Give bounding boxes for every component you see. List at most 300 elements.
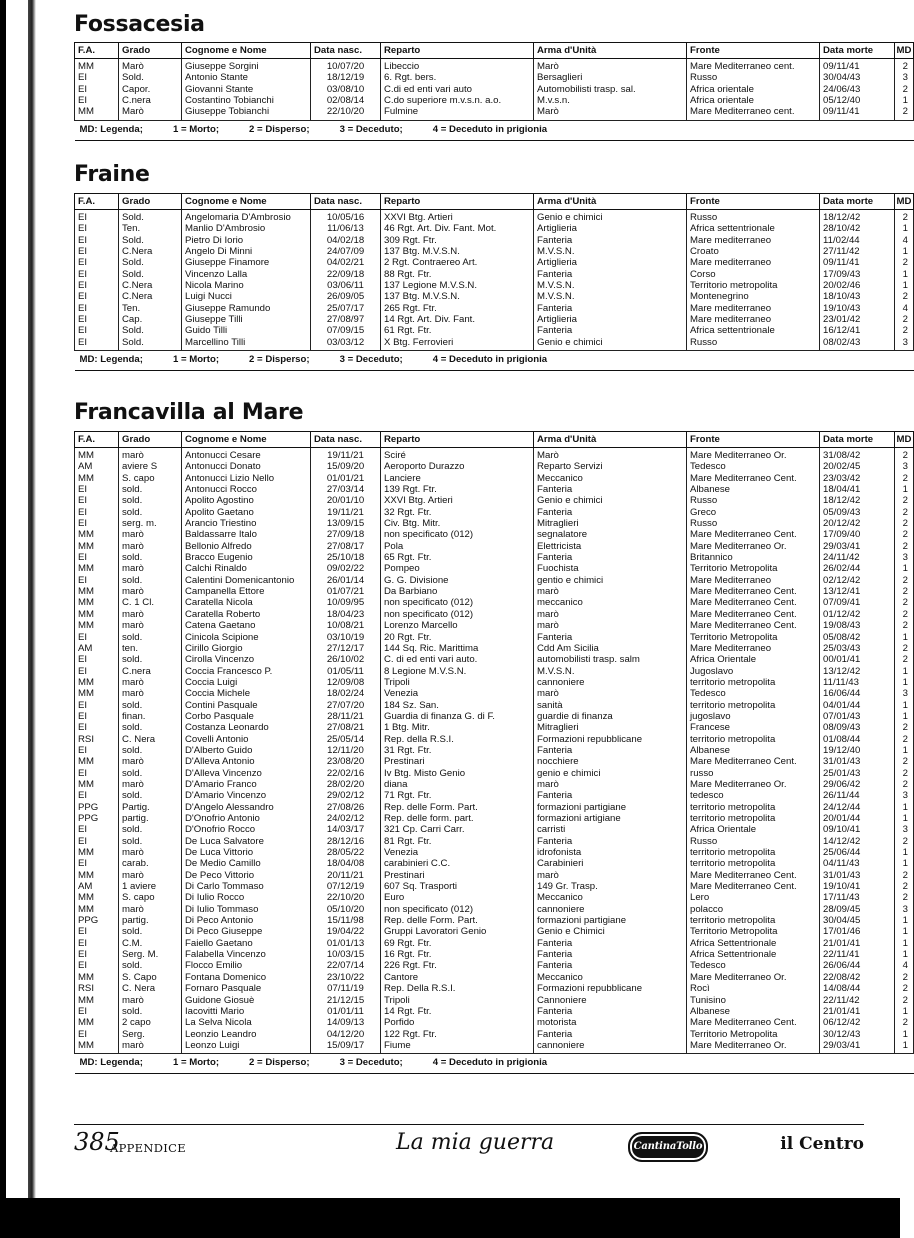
cell-arma: cannoniere xyxy=(534,904,687,915)
cell-data-nasc: 15/09/20 xyxy=(311,461,381,472)
cell-fronte: Territorio Metropolita xyxy=(687,632,820,643)
table-row xyxy=(75,84,914,95)
cell-fa: MM xyxy=(75,1040,119,1054)
cell-fa: EI xyxy=(75,790,119,801)
header-row xyxy=(75,43,914,59)
cell-data-nasc: 15/11/98 xyxy=(311,915,381,926)
cell-grado: sold. xyxy=(119,507,182,518)
cell-fa: EI xyxy=(75,303,119,314)
header-data-nasc: Data nasc. xyxy=(311,432,381,448)
cell-fa: MM xyxy=(75,106,119,120)
table-row xyxy=(75,325,914,336)
cell-data-nasc: 27/07/20 xyxy=(311,700,381,711)
table-row xyxy=(75,246,914,257)
cell-fa: EI xyxy=(75,552,119,563)
cell-reparto: Tripoli xyxy=(381,677,534,688)
cell-arma: Fanteria xyxy=(534,1006,687,1017)
cell-grado: sold. xyxy=(119,654,182,665)
legend-item: 1 = Morto; xyxy=(172,1057,220,1069)
cell-arma: Genio e chimici xyxy=(534,337,687,351)
header-arma: Arma d'Unità xyxy=(534,43,687,59)
cell-nome: Contini Pasquale xyxy=(182,700,311,711)
cell-fronte: jugoslavo xyxy=(687,711,820,722)
cell-data-nasc: 19/04/22 xyxy=(311,926,381,937)
cell-arma: marò xyxy=(534,609,687,620)
cell-nome: Coccia Michele xyxy=(182,688,311,699)
cell-data-morte: 28/10/42 xyxy=(820,223,895,234)
header-nome: Cognome e Nome xyxy=(182,194,311,210)
cell-nome: Faiello Gaetano xyxy=(182,938,311,949)
cell-data-morte: 13/12/42 xyxy=(820,666,895,677)
cell-nome: Giuseppe Tobianchi xyxy=(182,106,311,120)
cell-reparto: 607 Sq. Trasporti xyxy=(381,881,534,892)
legend xyxy=(75,120,914,140)
cell-data-nasc: 25/05/14 xyxy=(311,734,381,745)
cell-fronte: Mare Mediterraneo cent. xyxy=(687,106,820,120)
cell-fa: EI xyxy=(75,210,119,224)
cell-reparto: 65 Rgt. Ftr. xyxy=(381,552,534,563)
cell-reparto: 137 Legione M.V.S.N. xyxy=(381,280,534,291)
header-fronte: Fronte xyxy=(687,194,820,210)
cell-grado: marò xyxy=(119,586,182,597)
cell-data-nasc: 22/10/20 xyxy=(311,892,381,903)
cell-fa: EI xyxy=(75,518,119,529)
cell-reparto: 61 Rgt. Ftr. xyxy=(381,325,534,336)
cell-fronte: Mare Mediterraneo Cent. xyxy=(687,1017,820,1028)
table-row xyxy=(75,960,914,971)
cell-grado: marò xyxy=(119,529,182,540)
cell-nome: La Selva Nicola xyxy=(182,1017,311,1028)
cell-reparto: non specificato (012) xyxy=(381,597,534,608)
cell-grado: Ten. xyxy=(119,303,182,314)
cell-grado: C. Nera xyxy=(119,734,182,745)
cell-grado: sold. xyxy=(119,700,182,711)
legend-title: MD: Legenda; xyxy=(79,123,143,135)
legend-item: 2 = Disperso; xyxy=(249,1057,310,1069)
cell-md: 2 xyxy=(895,722,914,733)
cell-fa: EI xyxy=(75,507,119,518)
cell-reparto: 14 Rgt. Art. Div. Fant. xyxy=(381,314,534,325)
cell-md: 1 xyxy=(895,949,914,960)
cell-fa: MM xyxy=(75,597,119,608)
cell-grado: C. 1 Cl. xyxy=(119,597,182,608)
cell-data-morte: 26/02/44 xyxy=(820,563,895,574)
table-row xyxy=(75,95,914,106)
cell-arma: Automobilisti trasp. sal. xyxy=(534,84,687,95)
cell-nome: Apolito Agostino xyxy=(182,495,311,506)
cell-data-nasc: 03/10/19 xyxy=(311,632,381,643)
table-row xyxy=(75,949,914,960)
cell-fa: MM xyxy=(75,688,119,699)
cell-fronte: Albanese xyxy=(687,1006,820,1017)
cell-arma: Meccanico xyxy=(534,972,687,983)
table-row xyxy=(75,484,914,495)
cell-fronte: polacco xyxy=(687,904,820,915)
cell-reparto: 14 Rgt. Ftr. xyxy=(381,1006,534,1017)
cell-data-morte: 31/08/42 xyxy=(820,448,895,462)
cell-data-morte: 18/10/43 xyxy=(820,291,895,302)
cell-data-morte: 29/03/41 xyxy=(820,541,895,552)
cell-reparto: 2 Rgt. Contraereo Art. xyxy=(381,257,534,268)
cell-fronte: Africa settentrionale xyxy=(687,325,820,336)
cell-grado: Sold. xyxy=(119,269,182,280)
cell-fronte: Mare Mediterraneo Cent. xyxy=(687,756,820,767)
cell-data-nasc: 25/10/18 xyxy=(311,552,381,563)
cell-md: 2 xyxy=(895,870,914,881)
cell-grado: sold. xyxy=(119,745,182,756)
cell-reparto: Aeroporto Durazzo xyxy=(381,461,534,472)
cell-data-morte: 30/04/45 xyxy=(820,915,895,926)
cell-fronte: Russo xyxy=(687,72,820,83)
legend-item: 2 = Disperso; xyxy=(249,123,310,135)
legend xyxy=(75,351,914,371)
cell-data-nasc: 28/12/16 xyxy=(311,836,381,847)
cell-reparto: C. di ed enti vari auto. xyxy=(381,654,534,665)
cell-md: 2 xyxy=(895,507,914,518)
cell-fronte: Mare Mediterraneo Or. xyxy=(687,779,820,790)
cell-fa: EI xyxy=(75,960,119,971)
cell-reparto: 184 Sz. San. xyxy=(381,700,534,711)
cell-data-nasc: 27/08/26 xyxy=(311,802,381,813)
cell-reparto: 8 Legione M.V.S.N. xyxy=(381,666,534,677)
cell-fronte: Mare mediterraneo xyxy=(687,303,820,314)
table-row xyxy=(75,745,914,756)
cell-reparto: diana xyxy=(381,779,534,790)
cell-grado: sold. xyxy=(119,484,182,495)
cell-md: 2 xyxy=(895,779,914,790)
cell-md: 1 xyxy=(895,280,914,291)
cell-data-morte: 19/12/40 xyxy=(820,745,895,756)
cell-data-nasc: 03/03/12 xyxy=(311,337,381,351)
cell-fronte: Russo xyxy=(687,495,820,506)
cell-reparto: G. G. Divisione xyxy=(381,575,534,586)
cell-data-morte: 29/03/41 xyxy=(820,1040,895,1054)
cell-grado: marò xyxy=(119,688,182,699)
cell-nome: Manlio D'Ambrosio xyxy=(182,223,311,234)
cell-fronte: Mare Mediterraneo Or. xyxy=(687,1040,820,1054)
cell-fronte: Russo xyxy=(687,337,820,351)
cell-nome: Calentini Domenicantonio xyxy=(182,575,311,586)
cell-arma: Fanteria xyxy=(534,325,687,336)
table-fossacesia xyxy=(74,42,914,141)
cell-grado: marò xyxy=(119,1040,182,1054)
table-row xyxy=(75,700,914,711)
cell-data-morte: 31/01/43 xyxy=(820,870,895,881)
cell-md: 3 xyxy=(895,72,914,83)
cell-arma: Fanteria xyxy=(534,836,687,847)
cell-data-nasc: 22/02/16 xyxy=(311,768,381,779)
cell-reparto: 265 Rgt. Ftr. xyxy=(381,303,534,314)
cell-nome: D'Angelo Alessandro xyxy=(182,802,311,813)
cell-data-morte: 04/11/43 xyxy=(820,858,895,869)
cell-md: 2 xyxy=(895,448,914,462)
cell-md: 1 xyxy=(895,632,914,643)
cell-reparto: Cantore xyxy=(381,972,534,983)
legend-item: 4 = Deceduto in prigionia xyxy=(432,123,548,135)
cell-nome: Di Iulio Tommaso xyxy=(182,904,311,915)
cell-data-nasc: 27/09/18 xyxy=(311,529,381,540)
cell-arma: M.V.S.N. xyxy=(534,246,687,257)
cell-data-morte: 01/12/42 xyxy=(820,609,895,620)
header-arma: Arma d'Unità xyxy=(534,432,687,448)
cell-data-nasc: 02/08/14 xyxy=(311,95,381,106)
table-row xyxy=(75,836,914,847)
cell-data-nasc: 19/11/21 xyxy=(311,448,381,462)
header-reparto: Reparto xyxy=(381,194,534,210)
cell-arma: Genio e chimici xyxy=(534,210,687,224)
header-grado: Grado xyxy=(119,194,182,210)
cell-data-morte: 08/02/43 xyxy=(820,337,895,351)
cell-data-morte: 30/04/43 xyxy=(820,72,895,83)
cell-reparto: Libeccio xyxy=(381,59,534,73)
cell-md: 2 xyxy=(895,995,914,1006)
cell-fronte: territorio metropolita xyxy=(687,802,820,813)
cell-reparto: 71 Rgt. Ftr. xyxy=(381,790,534,801)
table-row xyxy=(75,1029,914,1040)
cell-reparto: 69 Rgt. Ftr. xyxy=(381,938,534,949)
cell-reparto: 1 Btg. Mitr. xyxy=(381,722,534,733)
cell-data-morte: 01/08/44 xyxy=(820,734,895,745)
cell-fa: MM xyxy=(75,59,119,73)
cell-data-morte: 17/09/40 xyxy=(820,529,895,540)
legend-row xyxy=(75,1054,914,1074)
legend-item: 2 = Disperso; xyxy=(249,354,310,366)
cell-grado: Serg. M. xyxy=(119,949,182,960)
cell-nome: Guidone Giosuè xyxy=(182,995,311,1006)
cell-md: 1 xyxy=(895,700,914,711)
table-row xyxy=(75,291,914,302)
legend-item: 3 = Deceduto; xyxy=(339,354,403,366)
cell-nome: Antonucci Lizio Nello xyxy=(182,473,311,484)
section-title-fraine: Fraine xyxy=(74,162,150,187)
cell-nome: Antonucci Cesare xyxy=(182,448,311,462)
cell-arma: Fanteria xyxy=(534,1029,687,1040)
cell-fa: EI xyxy=(75,337,119,351)
cell-grado: sold. xyxy=(119,960,182,971)
cell-fronte: Tedesco xyxy=(687,688,820,699)
cell-fa: MM xyxy=(75,586,119,597)
table-row xyxy=(75,448,914,462)
cell-arma: Fanteria xyxy=(534,269,687,280)
cell-data-nasc: 01/01/21 xyxy=(311,473,381,484)
cell-grado: sold. xyxy=(119,768,182,779)
cell-fa: MM xyxy=(75,529,119,540)
header-fa: F.A. xyxy=(75,194,119,210)
cell-fa: AM xyxy=(75,643,119,654)
cell-data-morte: 21/01/41 xyxy=(820,938,895,949)
cell-data-morte: 11/02/44 xyxy=(820,235,895,246)
cell-fa: MM xyxy=(75,904,119,915)
cell-grado: sold. xyxy=(119,824,182,835)
cell-nome: Di Iulio Rocco xyxy=(182,892,311,903)
cell-reparto: carabinieri C.C. xyxy=(381,858,534,869)
cell-grado: marò xyxy=(119,609,182,620)
cell-arma: Fanteria xyxy=(534,938,687,949)
cell-md: 3 xyxy=(895,461,914,472)
cell-fronte: Mare Mediterraneo Cent. xyxy=(687,881,820,892)
cell-fronte: Africa Orientale xyxy=(687,654,820,665)
cell-data-morte: 21/01/41 xyxy=(820,1006,895,1017)
table-row xyxy=(75,654,914,665)
cell-md: 1 xyxy=(895,745,914,756)
cell-fa: MM xyxy=(75,1017,119,1028)
cell-arma: Meccanico xyxy=(534,892,687,903)
table-row xyxy=(75,915,914,926)
cell-data-morte: 23/03/42 xyxy=(820,473,895,484)
cell-grado: sold. xyxy=(119,575,182,586)
cell-fa: MM xyxy=(75,847,119,858)
cell-fronte: territorio metropolita xyxy=(687,677,820,688)
cell-data-nasc: 22/09/18 xyxy=(311,269,381,280)
table-row xyxy=(75,597,914,608)
cell-fronte: russo xyxy=(687,768,820,779)
cell-md: 2 xyxy=(895,257,914,268)
cell-md: 2 xyxy=(895,529,914,540)
table-row xyxy=(75,541,914,552)
cell-fronte: Africa Orientale xyxy=(687,824,820,835)
cell-fa: EI xyxy=(75,495,119,506)
cell-data-nasc: 04/12/20 xyxy=(311,1029,381,1040)
cell-data-morte: 18/12/42 xyxy=(820,210,895,224)
cell-reparto: XXVI Btg. Artieri xyxy=(381,495,534,506)
cell-nome: Di Peco Antonio xyxy=(182,915,311,926)
cell-fronte: Tedesco xyxy=(687,960,820,971)
cell-arma: Fanteria xyxy=(534,949,687,960)
cell-nome: Di Carlo Tommaso xyxy=(182,881,311,892)
cell-md: 2 xyxy=(895,1017,914,1028)
cell-fa: MM xyxy=(75,448,119,462)
cell-arma: Mitraglieri xyxy=(534,518,687,529)
table-row xyxy=(75,72,914,83)
cell-fa: AM xyxy=(75,881,119,892)
page-number: 385 xyxy=(74,1128,120,1156)
cell-md: 2 xyxy=(895,654,914,665)
header-fa: F.A. xyxy=(75,43,119,59)
cell-fronte: Mare Mediterraneo Cent. xyxy=(687,473,820,484)
cell-arma: Fanteria xyxy=(534,484,687,495)
cell-arma: Fanteria xyxy=(534,507,687,518)
cell-grado: C.Nera xyxy=(119,246,182,257)
cell-data-nasc: 05/10/20 xyxy=(311,904,381,915)
table-row xyxy=(75,983,914,994)
cell-fa: EI xyxy=(75,1006,119,1017)
table-row xyxy=(75,677,914,688)
bottom-scan-band xyxy=(0,1198,900,1238)
cell-reparto: 32 Rgt. Ftr. xyxy=(381,507,534,518)
cell-reparto: Tripoli xyxy=(381,995,534,1006)
cell-grado: Capor. xyxy=(119,84,182,95)
cell-nome: De Luca Vittorio xyxy=(182,847,311,858)
cell-data-nasc: 04/02/21 xyxy=(311,257,381,268)
cell-reparto: Pola xyxy=(381,541,534,552)
cell-grado: serg. m. xyxy=(119,518,182,529)
cell-data-morte: 19/10/41 xyxy=(820,881,895,892)
cell-data-morte: 25/01/43 xyxy=(820,768,895,779)
cell-grado: Sold. xyxy=(119,337,182,351)
cell-grado: marò xyxy=(119,870,182,881)
cell-arma: formazioni partigiane xyxy=(534,915,687,926)
cell-md: 1 xyxy=(895,858,914,869)
cell-arma: carristi xyxy=(534,824,687,835)
cell-arma: Formazioni repubblicane xyxy=(534,983,687,994)
header-data-nasc: Data nasc. xyxy=(311,43,381,59)
cell-data-nasc: 18/02/24 xyxy=(311,688,381,699)
cell-data-nasc: 28/11/21 xyxy=(311,711,381,722)
cell-fa: EI xyxy=(75,72,119,83)
cell-data-nasc: 26/01/14 xyxy=(311,575,381,586)
cell-reparto: Prestinari xyxy=(381,870,534,881)
cell-md: 2 xyxy=(895,620,914,631)
cell-fa: EI xyxy=(75,484,119,495)
table-row xyxy=(75,337,914,351)
table-row xyxy=(75,552,914,563)
cell-data-morte: 17/09/43 xyxy=(820,269,895,280)
cell-md: 2 xyxy=(895,291,914,302)
cell-nome: D'Amario Franco xyxy=(182,779,311,790)
cell-fa: MM xyxy=(75,609,119,620)
section-title-fossacesia: Fossacesia xyxy=(74,12,205,37)
cell-arma: genio e chimici xyxy=(534,768,687,779)
cell-arma: cannoniere xyxy=(534,677,687,688)
table-row xyxy=(75,495,914,506)
cell-grado: S. capo xyxy=(119,473,182,484)
header-nome: Cognome e Nome xyxy=(182,432,311,448)
cell-data-morte: 08/09/43 xyxy=(820,722,895,733)
cell-grado: Sold. xyxy=(119,210,182,224)
header-nome: Cognome e Nome xyxy=(182,43,311,59)
table-row xyxy=(75,847,914,858)
cell-data-morte: 16/06/44 xyxy=(820,688,895,699)
cell-reparto: Rep. Della R.S.I. xyxy=(381,983,534,994)
cell-nome: D'Alleva Vincenzo xyxy=(182,768,311,779)
cell-arma: Fanteria xyxy=(534,235,687,246)
cell-data-morte: 17/01/46 xyxy=(820,926,895,937)
cell-grado: C.nera xyxy=(119,666,182,677)
cell-fa: PPG xyxy=(75,915,119,926)
table-row xyxy=(75,643,914,654)
cell-data-nasc: 03/06/11 xyxy=(311,280,381,291)
cell-data-morte: 00/01/41 xyxy=(820,654,895,665)
cell-grado: C. Nera xyxy=(119,983,182,994)
cell-data-morte: 26/11/44 xyxy=(820,790,895,801)
table-row xyxy=(75,756,914,767)
cell-md: 1 xyxy=(895,677,914,688)
cell-md: 2 xyxy=(895,983,914,994)
cell-fronte: Tunisino xyxy=(687,995,820,1006)
cell-fa: EI xyxy=(75,291,119,302)
cell-nome: Calchi Rinaldo xyxy=(182,563,311,574)
cell-arma: Cannoniere xyxy=(534,995,687,1006)
cell-fa: EI xyxy=(75,926,119,937)
cell-nome: Corbo Pasquale xyxy=(182,711,311,722)
table-row xyxy=(75,106,914,120)
cell-md: 2 xyxy=(895,59,914,73)
cell-arma: marò xyxy=(534,620,687,631)
cell-nome: Marcellino Tilli xyxy=(182,337,311,351)
cell-fronte: Mare Mediterraneo xyxy=(687,643,820,654)
cell-data-nasc: 20/01/10 xyxy=(311,495,381,506)
cell-data-morte: 22/11/42 xyxy=(820,995,895,1006)
cell-grado: marò xyxy=(119,677,182,688)
cell-grado: Serg. xyxy=(119,1029,182,1040)
cell-data-nasc: 01/07/21 xyxy=(311,586,381,597)
cell-arma: Fanteria xyxy=(534,745,687,756)
cell-data-nasc: 22/10/20 xyxy=(311,106,381,120)
cell-arma: Meccanico xyxy=(534,473,687,484)
cell-fronte: Mare Mediterraneo xyxy=(687,575,820,586)
cell-md: 2 xyxy=(895,575,914,586)
legend-item: 3 = Deceduto; xyxy=(339,1057,403,1069)
